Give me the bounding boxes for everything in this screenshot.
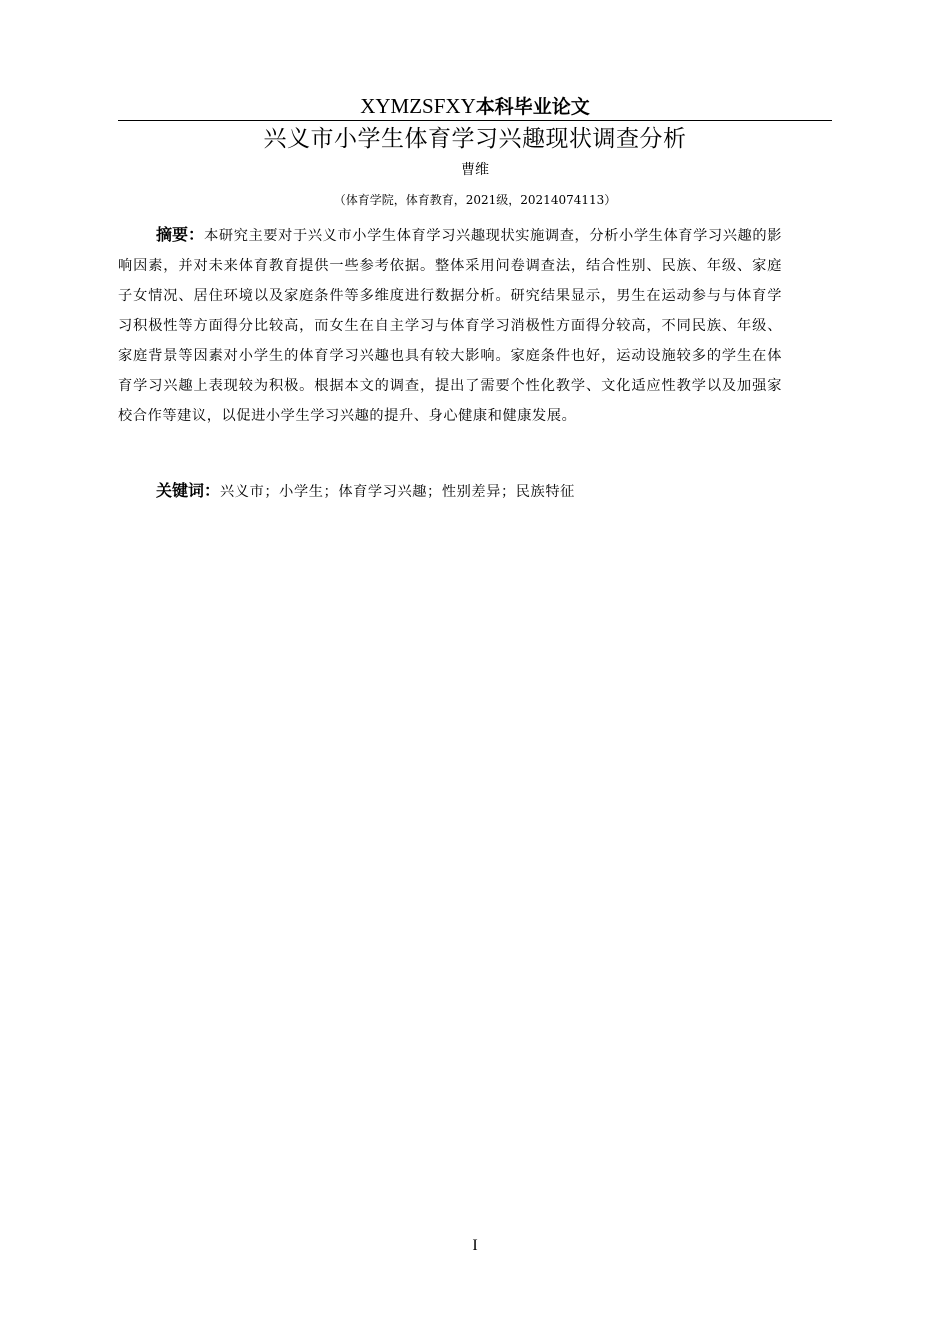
author-name: 曹维: [461, 162, 489, 178]
header-label: 本科毕业论文: [475, 96, 590, 118]
header-code: XYMZSFXY: [360, 94, 476, 118]
keywords-text: 兴义市；小学生；体育学习兴趣；性别差异；民族特征: [220, 484, 575, 500]
paper-title: 兴义市小学生体育学习兴趣现状调查分析: [263, 126, 687, 152]
keywords-paragraph: [156, 476, 782, 507]
abstract-paragraph: [118, 220, 782, 431]
page-number: I: [472, 1237, 478, 1254]
abstract-text: 本研究主要对于兴义市小学生体育学习兴趣现状实施调查，分析小学生体育学习兴趣的影响因素，并对未来体育教育提供一些参考依据。整体采用问卷调查法，结合性别、民族、年级、家庭子女情况、居住环境以及家庭条件等多维度进行数据分析。研究结果显示，男生在运动参与与体育学习积极性等方面得分比较高，而女生在自主学习与体育学习消极性方面得分较高，不同民族、年级、家庭背景等因素对小学生的体育学习兴趣也具有较大影响。家庭条件也好，运动设施较多的学生在体育学习兴趣上表现较为积极。根据本文的调查，提出了需要个性化教学、文化适应性教学以及加强家校合作等建议，以促进小学生学习兴趣的提升、身心健康和健康发展。: [118, 228, 782, 424]
author-affiliation: （体育学院，体育教育，2021级，20214074113）: [333, 193, 617, 207]
abstract-heading: 摘要：: [156, 225, 205, 244]
keywords-heading: 关键词：: [156, 481, 221, 500]
running-header: [118, 92, 832, 120]
